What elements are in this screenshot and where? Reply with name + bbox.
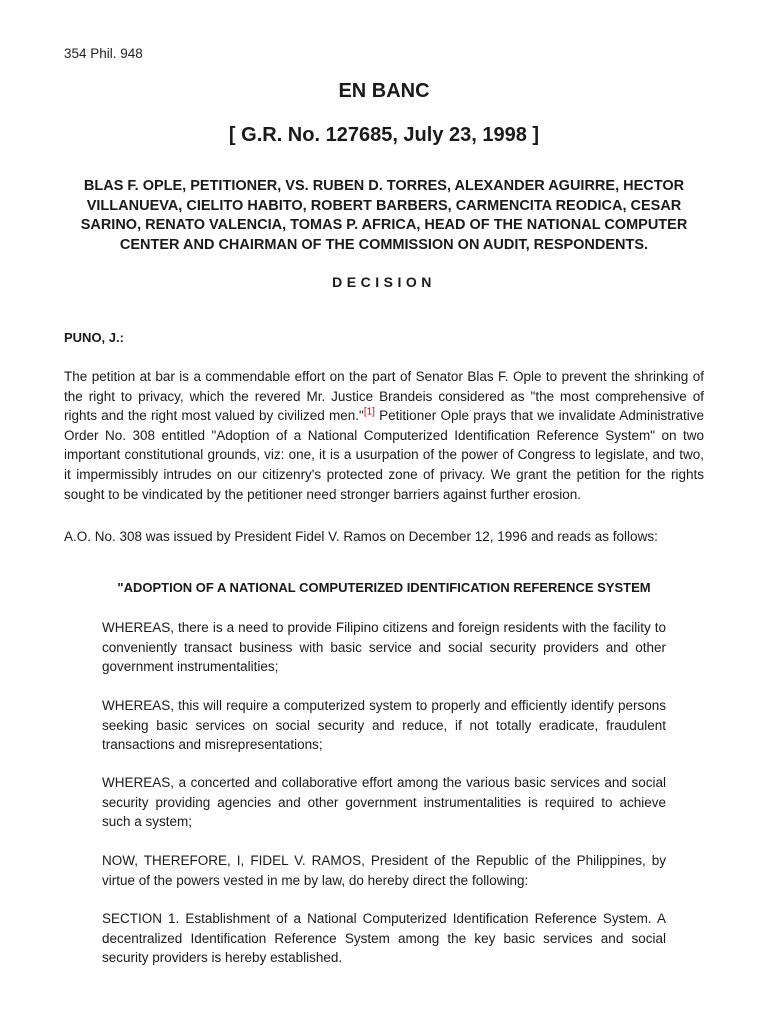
opening-paragraph-continuation: Petitioner Ople prays that we invalidate Administrative Order No. 308 entitled "Adoption of a National Computerized Identification Reference System" on two important constitutional grounds, viz: one, it is a usurpation of the power of Congress to legislate, and two, it impermissibly intrudes on our citizenry's protected zone of privacy. We grant the petition for the rights sought to be vindicated by the petitioner need stronger barriers against further erosion. [64,408,704,502]
opening-paragraph [64,367,704,504]
whereas-clause-1: WHEREAS, there is a need to provide Filipino citizens and foreign residents with the facility to conveniently transact business with basic service and social security providers and other government instrumentalities; [102,620,666,675]
whereas-clause-3: WHEREAS, a concerted and collaborative effort among the various basic services and social security providing agencies and other government instrumentalities is required to achieve such a system; [102,775,666,830]
whereas-clause-2: WHEREAS, this will require a computerized system to properly and efficiently identify persons seeking basic services on social security and reduce, if not totally eradicate, fraudulent transactions and misrepresentations; [102,698,666,753]
case-number: [ G.R. No. 127685, July 23, 1998 ] [228,124,540,146]
decision-heading: DECISION [332,274,436,290]
ao-intro-paragraph: A.O. No. 308 was issued by President Fidel V. Ramos on December 12, 1996 and reads as follows: [64,529,658,544]
report-citation: 354 Phil. 948 [64,46,143,61]
ao-title: "ADOPTION OF A NATIONAL COMPUTERIZED IDENTIFICATION REFERENCE SYSTEM [117,580,651,595]
ponente: PUNO, J.: [64,330,124,345]
court-division: EN BANC [338,80,430,102]
case-parties: BLAS F. OPLE, PETITIONER, VS. RUBEN D. TORRES, ALEXANDER AGUIRRE, HECTOR VILLANUEVA, CIELITO HABITO, ROBERT BARBERS, CARMENCITA REODICA, CESAR SARINO, RENATO VALENCIA, TOMAS P. AFRICA, HEAD OF THE NATIONAL COMPUTER CENTER AND CHAIRMAN OF THE COMMISSION ON AUDIT, RESPONDENTS. [80,178,688,253]
now-therefore-clause: NOW, THEREFORE, I, FIDEL V. RAMOS, President of the Republic of the Philippines, by virtue of the powers vested in me by law, do hereby direct the following: [102,853,666,888]
footnote-link-1[interactable]: [1] [363,406,375,418]
opening-paragraph-text: The petition at bar is a commendable effort on the part of Senator Blas F. Ople to prevent the shrinking of the right to privacy, which the revered Mr. Justice Brandeis considered as "the most comprehensive of rights and the right most valued by civilized men." [64,369,704,424]
section-1: SECTION 1. Establishment of a National Computerized Identification Reference System. A decentralized Identification Reference System among the key basic services and social security providers is hereby established. [102,911,666,966]
